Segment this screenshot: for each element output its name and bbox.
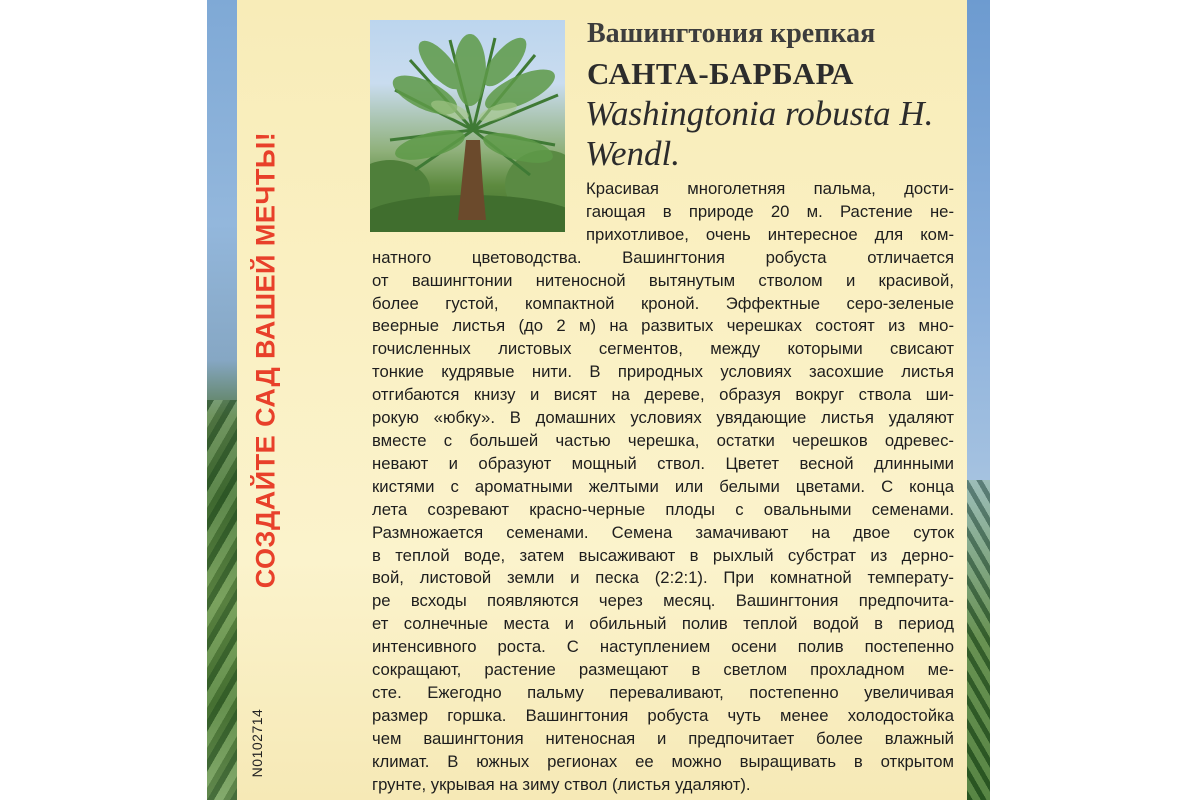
- tagline: СОЗДАЙТЕ САД ВАШЕЙ МЕЧТЫ!: [250, 131, 281, 589]
- description-line: отгибаются книзу и висят на дереве, образуя вокруг ствола ши-: [372, 385, 954, 405]
- description-line: вой, листовой земли и песка (2:2:1). При комнатной температу-: [372, 568, 954, 588]
- plant-name-russian: Вашингтония крепкая: [587, 18, 876, 49]
- description-line: ет солнечные места и обильный полив теплой водой в период: [372, 614, 954, 634]
- left-decorative-strip: [207, 0, 237, 800]
- description-line: гающая в природе 20 м. Растение не-: [586, 201, 954, 221]
- latin-name-line: Wendl.: [585, 134, 680, 173]
- description-line: более густой, компактной кроной. Эффектные серо-зеленые: [372, 293, 954, 313]
- description-line: сте. Ежегодно пальму переваливают, постепенно увеличивая: [372, 682, 954, 702]
- description-line: размер горшка. Вашингтония робуста чуть менее холодостойка: [372, 705, 954, 725]
- description-line: кистями с ароматными желтыми или белыми цветами. С конца: [372, 476, 954, 496]
- variety-name: САНТА-БАРБАРА: [587, 56, 854, 91]
- product-code-container: [246, 688, 268, 798]
- description-line: лета созревают красно-черные плоды с овальными семенами.: [372, 499, 954, 519]
- description-line: ре всходы появляются через месяц. Вашингтония предпочита-: [372, 591, 954, 611]
- latin-name: [585, 94, 935, 174]
- description-line: Красивая многолетняя пальма, дости-: [586, 179, 954, 198]
- description-line: невают и образуют мощный ствол. Цветет весной длинными: [372, 453, 954, 473]
- description-line: климат. В южных регионах ее можно выращивать в открытом: [372, 751, 954, 771]
- description-line: от вашингтонии нитеносной вытянутым стволом и красивой,: [372, 270, 954, 290]
- description-line: гочисленных листовых сегментов, между которыми свисают: [372, 339, 954, 359]
- right-decorative-strip: [967, 0, 990, 800]
- description-line: интенсивного роста. С наступлением осени полив постепенно: [372, 637, 954, 657]
- latin-name-line: Washingtonia robusta H.: [585, 94, 934, 133]
- description-line: тонкие кудрявые нити. В природных условиях засохшие листья: [372, 362, 954, 382]
- product-code: N0102714: [249, 708, 265, 778]
- description-line: рокую «юбку». В домашних условиях увядающие листья удаляют: [372, 408, 954, 428]
- description-line: в теплой воде, затем высаживают в рыхлый субстрат из дерно-: [372, 545, 954, 565]
- description-line: прихотливое, очень интересное для ком-: [586, 224, 954, 244]
- description-line: вместе с большей частью черешка, остатки черешков одревес-: [372, 430, 954, 450]
- plant-description: [372, 178, 954, 796]
- description-line: веерные листья (до 2 м) на развитых черешках состоят из мно-: [372, 316, 954, 336]
- description-line: сокращают, растение размещают в светлом прохладном ме-: [372, 660, 954, 680]
- description-line: Размножается семенами. Семена замачивают на двое суток: [372, 522, 954, 542]
- description-line: грунте, укрывая на зиму ствол (листья удаляют).: [372, 774, 751, 794]
- description-line: чем вашингтония нитеносная и предпочитает более влажный: [372, 728, 954, 748]
- description-line: натного цветоводства. Вашингтония робуста отличается: [372, 247, 954, 267]
- tagline-container: [245, 100, 287, 620]
